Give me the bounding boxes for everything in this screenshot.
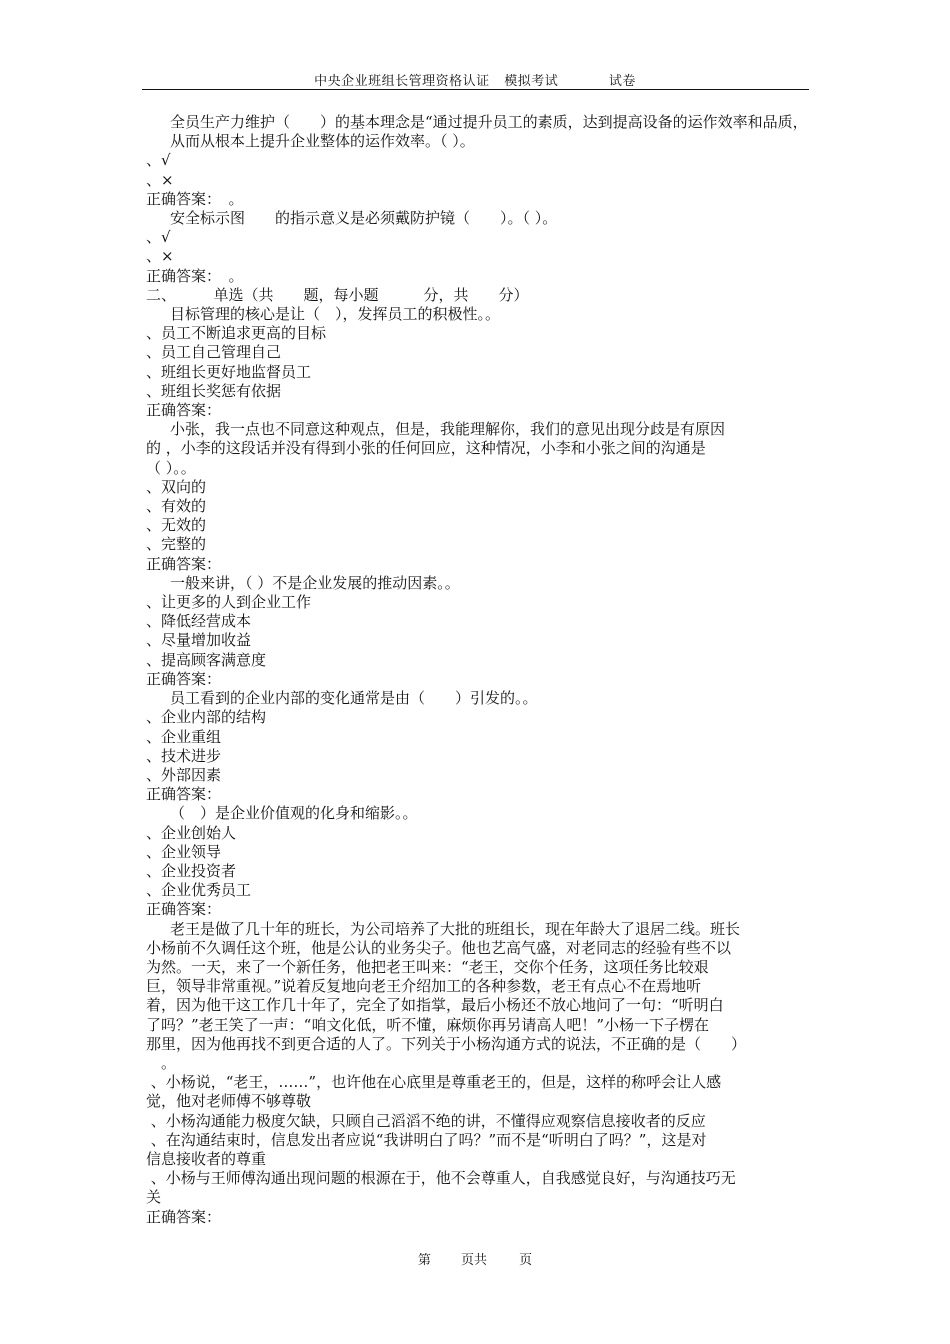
question-stem: 安全标示图 的指示意义是必须戴防护镜（ ）。（ ）。 xyxy=(170,209,558,228)
text-continuation: 着，因为他干这工作几十年了，完全了如指掌，最后小杨还不放心地问了一句：“听明白 xyxy=(146,996,724,1015)
answer-option: 、√ xyxy=(146,228,171,247)
header-exam: 模拟考试 xyxy=(504,74,559,89)
answer-option: 、企业领导 xyxy=(146,842,222,861)
text-continuation: 关 xyxy=(146,1188,162,1207)
footer-page-of: 页共 xyxy=(460,1253,487,1268)
answer-option: 、完整的 xyxy=(146,535,207,554)
answer-option: 、有效的 xyxy=(146,497,207,516)
answer-option: 、企业优秀员工 xyxy=(146,881,252,900)
answer-option: 、班组长更好地监督员工 xyxy=(146,362,312,381)
answer-option: 、企业重组 xyxy=(146,727,222,746)
answer-option: 、无效的 xyxy=(146,516,207,535)
answer-option: 、让更多的人到企业工作 xyxy=(146,593,312,612)
text-continuation: 。 xyxy=(146,1053,177,1072)
question-stem: 一般来讲，（ ）不是企业发展的推动因素。。 xyxy=(170,573,460,592)
answer-option: 、√ xyxy=(146,151,171,170)
text-continuation: 为然。一天，来了一个新任务，他把老王叫来：“老王，交你个任务，这项任务比较艰 xyxy=(146,957,709,976)
correct-answer-label: 正确答案： xyxy=(146,900,222,919)
answer-option: 、企业创始人 xyxy=(146,823,237,842)
text-continuation: 觉，他对老师傅不够尊敬 xyxy=(146,1092,312,1111)
answer-option: 、在沟通结束时，信息发出者应说“我讲明白了吗？”而不是“听明白了吗？”，这是对 xyxy=(146,1130,707,1149)
answer-option: 、小杨说，“老王，……”，也许他在心底里是尊重老王的，但是，这样的称呼会让人感 xyxy=(146,1073,722,1092)
text-continuation: 了吗？”老王笑了一声：“咱文化低，听不懂，麻烦你再另请高人吧！”小杨一下子楞在 xyxy=(146,1015,710,1034)
answer-option: 、技术进步 xyxy=(146,746,222,765)
page-header xyxy=(142,70,808,89)
question-stem: 员工看到的企业内部的变化通常是由（ ）引发的。。 xyxy=(170,689,538,708)
page-footer xyxy=(0,1249,950,1268)
footer-page-unit: 页 xyxy=(519,1253,533,1268)
text-continuation: 信息接收者的尊重 xyxy=(146,1149,267,1168)
text-continuation: 那里，因为他再找不到更合适的人了。下列关于小杨沟通方式的说法，不正确的是（ ） xyxy=(146,1034,747,1053)
answer-option: 、外部因素 xyxy=(146,765,222,784)
correct-answer-label: 正确答案： 。 xyxy=(146,266,244,285)
header-divider xyxy=(142,89,809,90)
correct-answer-label: 正确答案： xyxy=(146,785,222,804)
answer-option: 、× xyxy=(146,247,174,266)
answer-option: 、企业投资者 xyxy=(146,861,237,880)
answer-option: 、企业内部的结构 xyxy=(146,708,267,727)
header-paper: 试卷 xyxy=(608,74,636,89)
answer-option: 、小杨与王师傅沟通出现问题的根源在于，他不会尊重人，自我感觉良好，与沟通技巧无 xyxy=(146,1169,736,1188)
correct-answer-label: 正确答案： xyxy=(146,669,222,688)
correct-answer-label: 正确答案： 。 xyxy=(146,189,244,208)
correct-answer-label: 正确答案： xyxy=(146,1207,222,1226)
answer-option: 、提高顾客满意度 xyxy=(146,650,267,669)
section-heading: 二、 单选（共 题，每小题 分，共 分） xyxy=(146,285,529,304)
answer-option: 、小杨沟通能力极度欠缺，只顾自己滔滔不绝的讲，不懂得应观察信息接收者的反应 xyxy=(146,1111,706,1130)
question-stem: 小张，我一点也不同意这种观点，但是，我能理解你，我们的意见出现分歧是有原因 xyxy=(170,420,726,439)
answer-option: 、员工不断追求更高的目标 xyxy=(146,324,327,343)
correct-answer-label: 正确答案： xyxy=(146,401,222,420)
answer-option: 、双向的 xyxy=(146,477,207,496)
header-title: 中央企业班组长管理资格认证 xyxy=(314,74,490,89)
question-stem: 老王是做了几十年的班长，为公司培养了大批的班组长，现在年龄大了退居二线。班长 xyxy=(170,919,741,938)
question-stem: 目标管理的核心是让（ ），发挥员工的积极性。。 xyxy=(170,305,501,324)
footer-page-label: 第 xyxy=(417,1253,431,1268)
question-stem: （ ）是企业价值观的化身和缩影。。 xyxy=(170,804,418,823)
answer-option: 、员工自己管理自己 xyxy=(146,343,282,362)
answer-option: 、× xyxy=(146,170,174,189)
text-continuation: 巨，领导非常重视。”说着反复地向老王介绍加工的各种参数，老王有点心不在焉地听 xyxy=(146,977,702,996)
text-continuation: （ ）。。 xyxy=(146,458,196,477)
exam-content xyxy=(146,113,811,1227)
answer-option: 、尽量增加收益 xyxy=(146,631,252,650)
answer-option: 、降低经营成本 xyxy=(146,612,252,631)
answer-option: 、班组长奖惩有依据 xyxy=(146,381,282,400)
text-continuation: 小杨前不久调任这个班，他是公认的业务尖子。他也艺高气盛，对老同志的经验有些不以 xyxy=(146,938,732,957)
text-continuation: 的 ，小李的这段话并没有得到小张的任何回应，这种情况，小李和小张之间的沟通是 xyxy=(146,439,706,458)
question-stem: 全员生产力维护（ ）的基本理念是“通过提升员工的素质，达到提高设备的运作效率和品质，从而从根本上提升企业整体的运作效率。（ ）。 xyxy=(170,113,808,151)
correct-answer-label: 正确答案： xyxy=(146,554,222,573)
